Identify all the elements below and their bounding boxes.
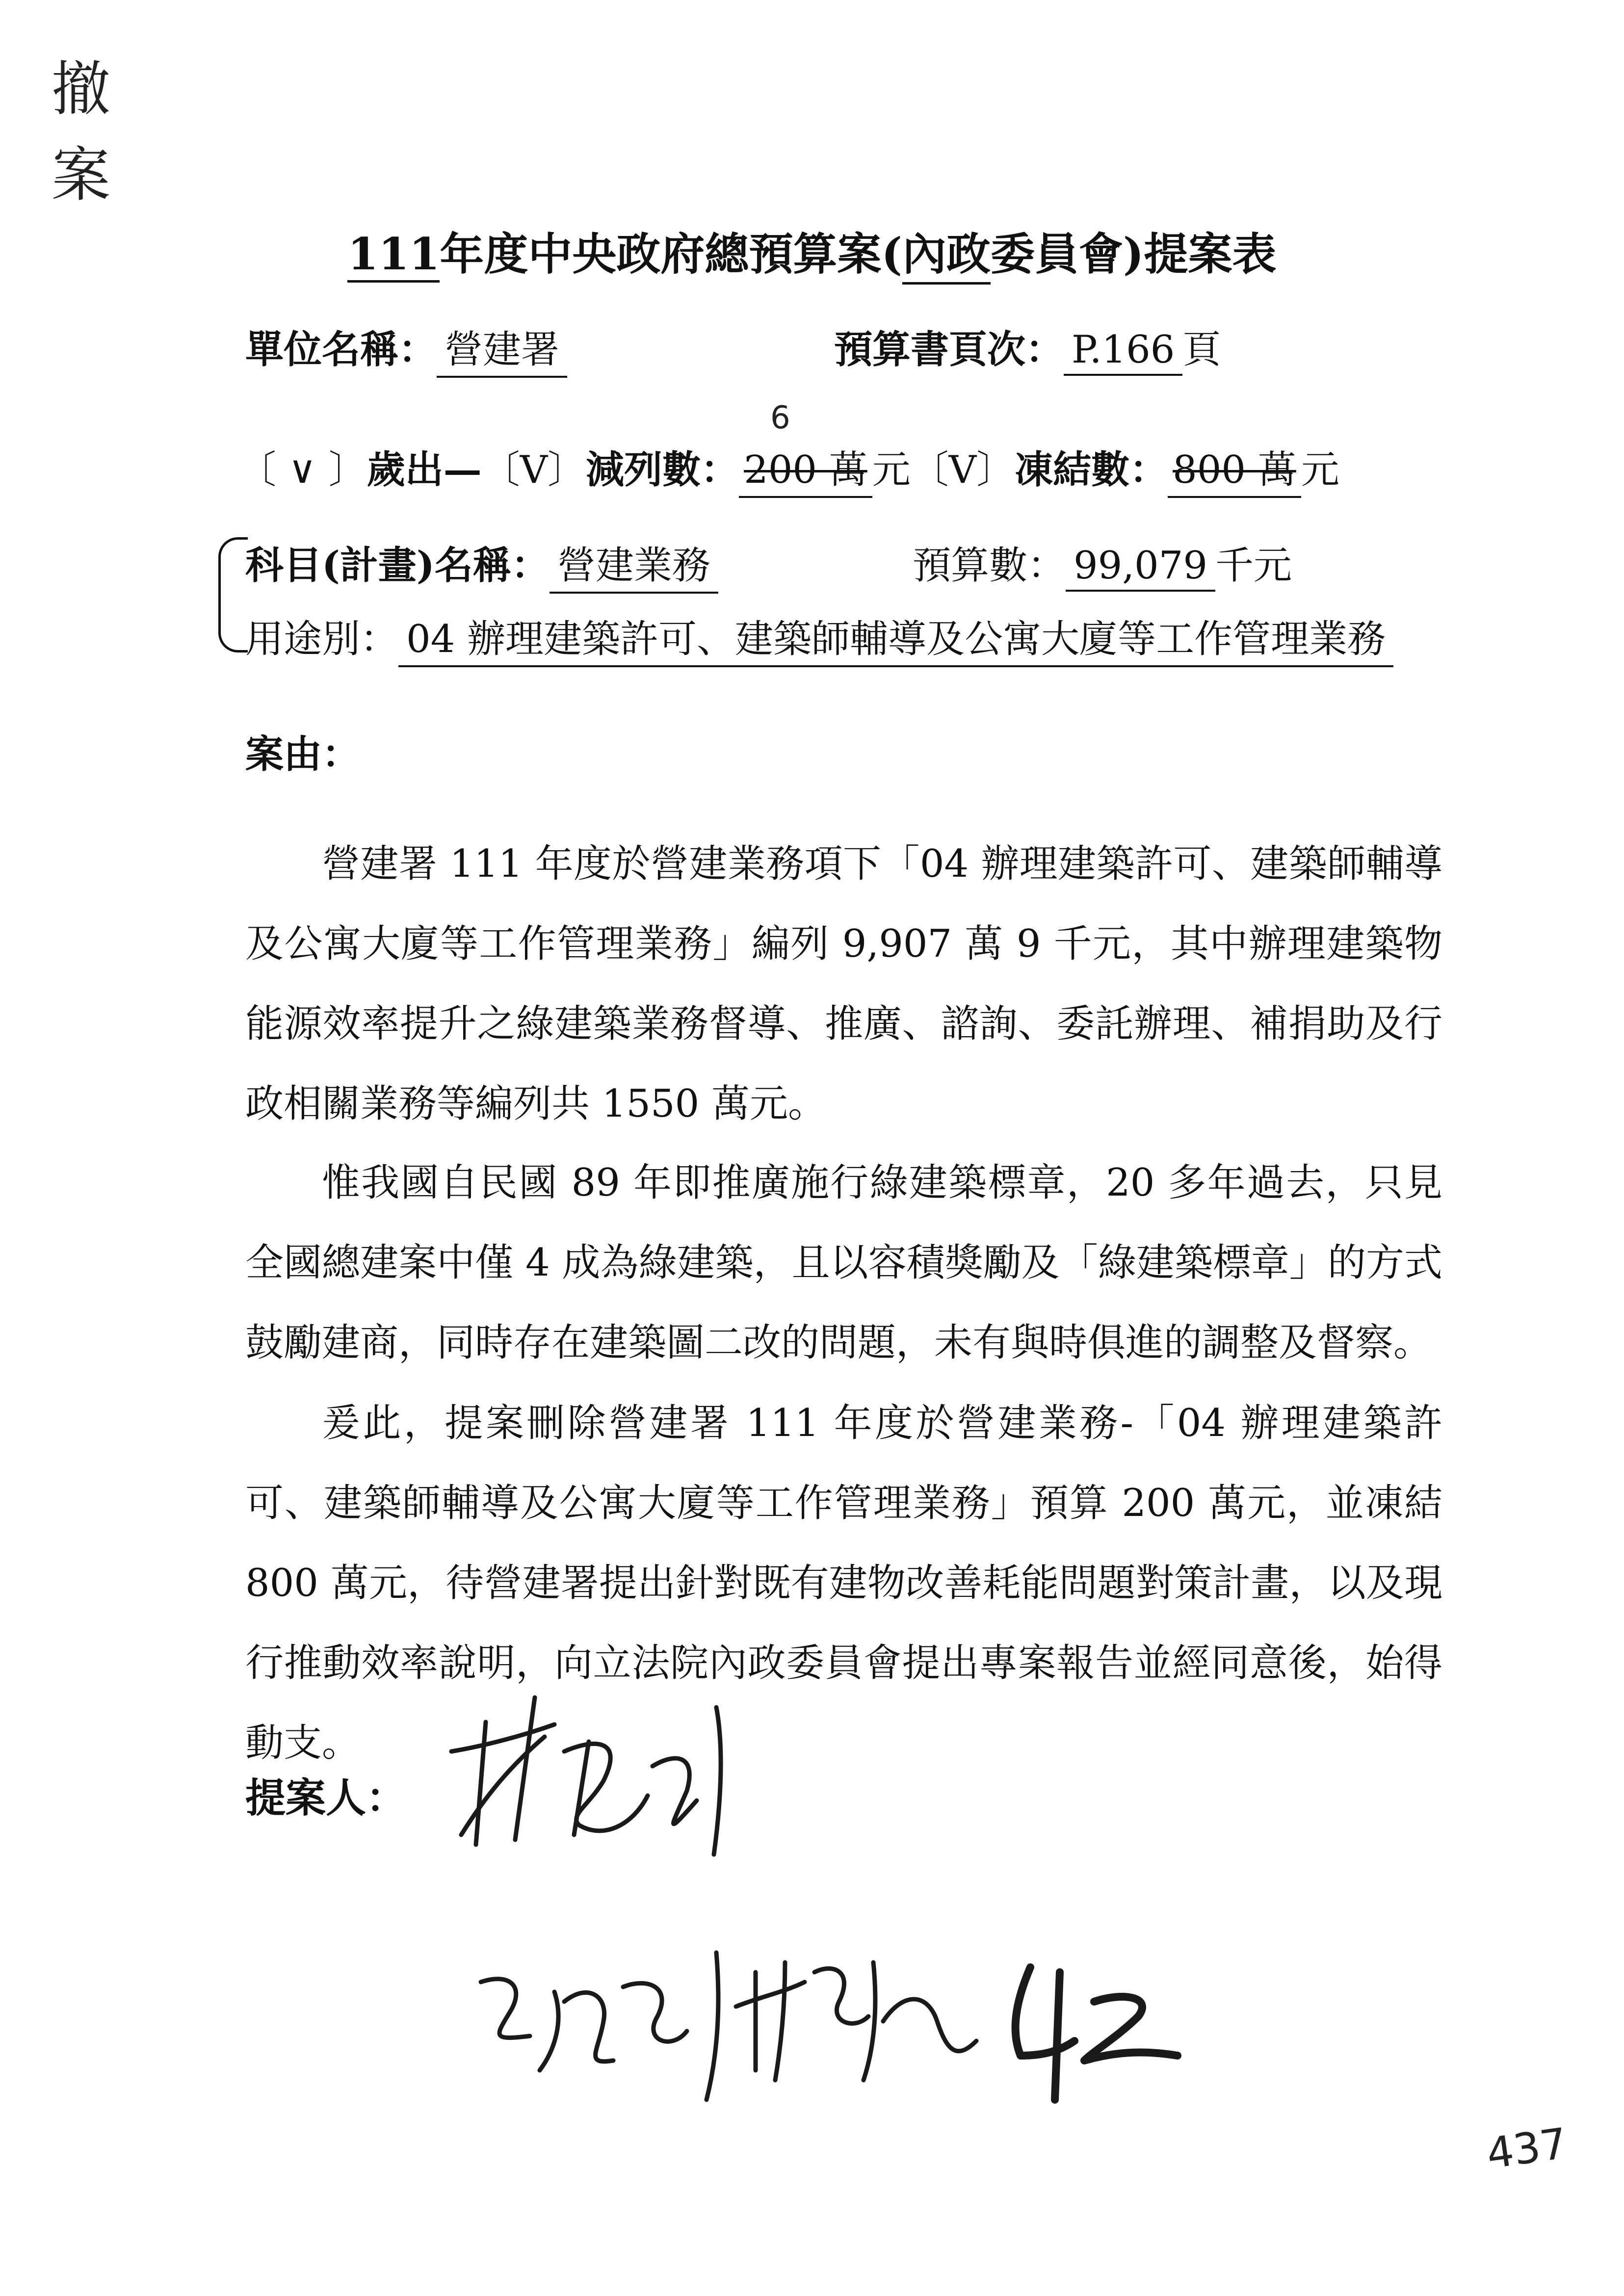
- budget-amount-row: [913, 535, 1292, 592]
- unit-value: 營建署: [437, 319, 567, 378]
- usage-row: [245, 608, 1393, 667]
- signature-4: [1016, 1967, 1178, 2100]
- signature-3: [736, 1962, 976, 2080]
- reduce-unit: 元: [872, 448, 911, 492]
- unit-label: 單位名稱：: [245, 327, 437, 372]
- handwritten-correction: 6: [770, 400, 790, 436]
- reduce-value: 200 萬: [739, 439, 872, 498]
- page-title: [0, 218, 1624, 285]
- budget-amount-label: 預算數：: [913, 544, 1066, 588]
- expenditure-row: [238, 439, 1339, 498]
- usage-label: 用途別：: [245, 617, 399, 661]
- reason-label: 案由：: [245, 732, 361, 777]
- budget-amount-unit: 千元: [1215, 544, 1292, 588]
- usage-value: 04 辦理建築許可、建築師輔導及公寓大廈等工作管理業務: [398, 608, 1393, 667]
- subject-label: 科目(計畫)名稱：: [245, 543, 550, 588]
- signature-2: [481, 1953, 718, 2100]
- budget-page-label: 預算書頁次：: [834, 327, 1064, 372]
- reason-paragraph: 惟我國自民國 89 年即推廣施行綠建築標章，20 多年過去，只見全國總建案中僅 4 成為綠建築，且以容積獎勵及「綠建築標章」的方式鼓勵建商，同時存在建築圖二改的問題，未有與時俱進的調整及督察。: [245, 1161, 1442, 1365]
- budget-page-value: P.166: [1064, 328, 1182, 376]
- page-number: 437: [1483, 2119, 1571, 2179]
- expenditure-label: 歲出—: [367, 447, 482, 492]
- budget-page-suffix: 頁: [1182, 328, 1221, 372]
- withdrawn-handwritten-mark: 撤 案: [52, 55, 110, 209]
- title-mid: 年度中央政府總預算案(: [440, 228, 902, 280]
- unit-row: [245, 319, 567, 378]
- freeze-unit: 元: [1301, 448, 1339, 492]
- title-committee: 內政: [902, 218, 991, 285]
- reduce-check: 〔V〕: [481, 448, 586, 492]
- budget-amount-value: 99,079: [1066, 544, 1215, 592]
- expenditure-check: 〔 ∨ 〕: [238, 448, 367, 492]
- freeze-value: 800 萬: [1168, 439, 1301, 498]
- proposer-signatures: [442, 1678, 1325, 2129]
- reason-paragraph: 爰此，提案刪除營建署 111 年度於營建業務-「04 辦理建築許可、建築師輔導及公寓大廈等工作管理業務」預算 200 萬元，並凍結 800 萬元，待營建署提出針對既有建物改善耗能問題對策計畫，以及現行推動效率說明，向立法院內政委員會提出專案報告並經同意後，始得動支。: [245, 1401, 1442, 1765]
- signature-1: [451, 1697, 721, 1854]
- reduce-label: 減列數：: [586, 447, 739, 492]
- proposer-label: 提案人：: [245, 1774, 407, 1822]
- subject-row: [245, 535, 718, 594]
- freeze-label: 凍結數：: [1015, 447, 1168, 492]
- freeze-check: 〔V〕: [910, 448, 1015, 492]
- reason-paragraph: 營建署 111 年度於營建業務項下「04 辦理建築許可、建築師輔導及公寓大廈等工作管理業務」編列 9,907 萬 9 千元，其中辦理建築物能源效率提升之綠建築業務督導、推廣、諮詢、委託辦理、補捐助及行政相關業務等編列共 1550 萬元。: [245, 842, 1442, 1126]
- budget-page-row: [834, 319, 1221, 376]
- subject-value: 營建業務: [550, 535, 718, 594]
- title-end: 委員會)提案表: [990, 228, 1277, 280]
- title-year: 111: [347, 228, 440, 283]
- subject-bracket: [218, 537, 248, 652]
